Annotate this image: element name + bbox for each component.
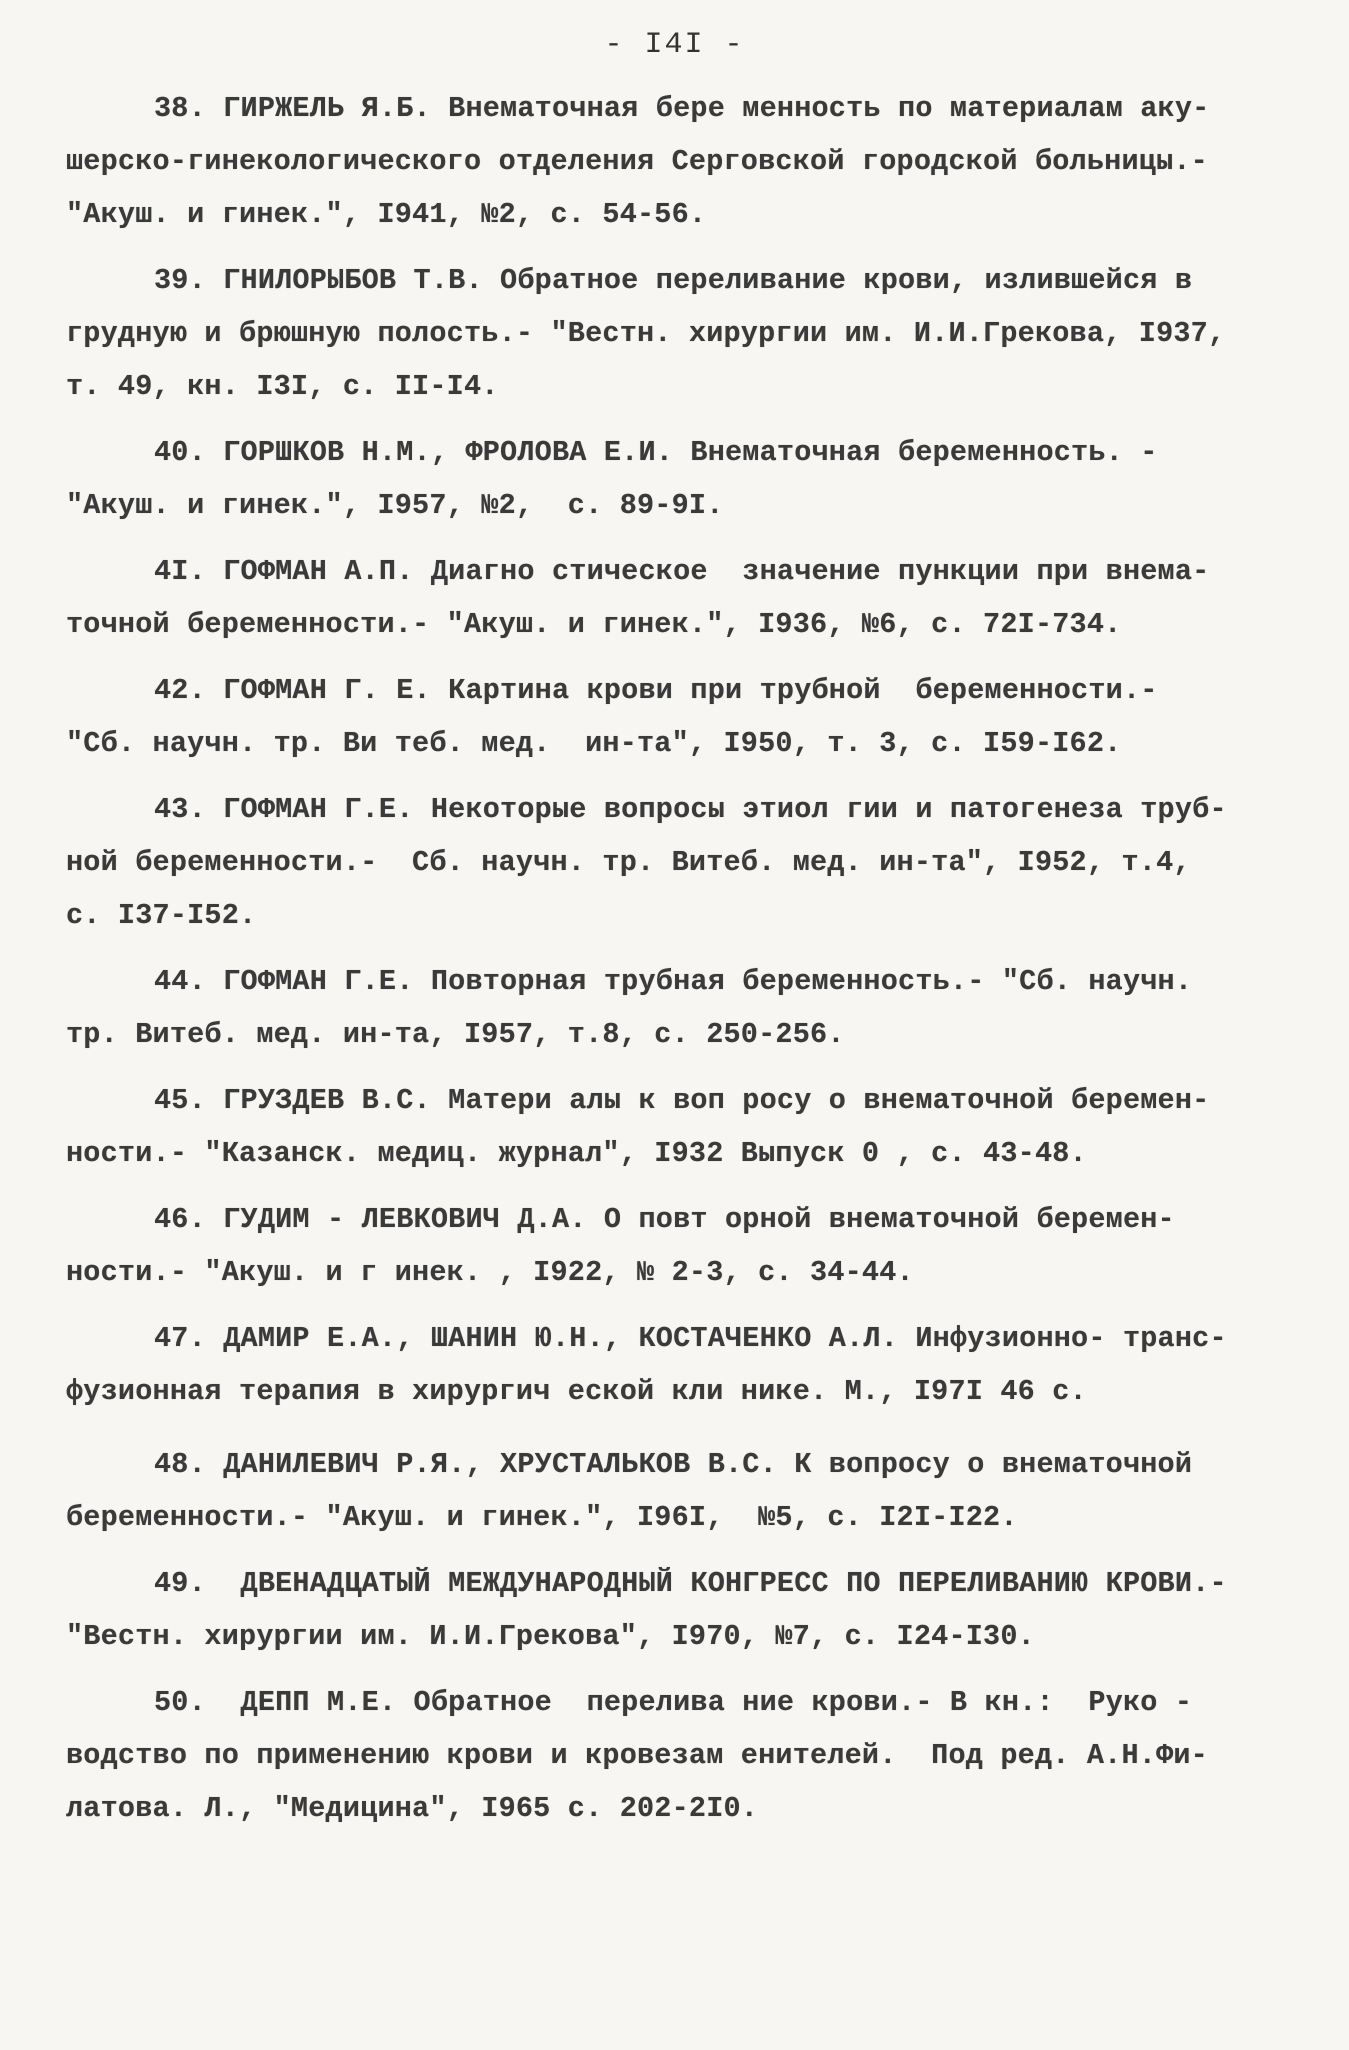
entry-line: т. 49, кн. I3I, с. II-I4. — [66, 370, 499, 403]
entry-line: ности.- "Казанск. медиц. журнал", I932 Выпуск 0 , с. 43-48. — [66, 1137, 1087, 1170]
page-number: - I4I - — [604, 28, 745, 62]
bibliography-entry-48 — [66, 1438, 1288, 1544]
entry-line: с. I37-I52. — [66, 899, 257, 932]
bibliography-entry-47 — [66, 1312, 1288, 1418]
entry-line: 45. ГРУЗДЕВ В.С. Матери алы к воп росу о внематочной беремен- — [154, 1084, 1210, 1117]
entry-line: 47. ДАМИР Е.А., ШАНИН Ю.Н., КОСТАЧЕНКО А.Л. Инфузионно- транс- — [154, 1322, 1227, 1355]
entry-line: фузионная терапия в хирургич еской кли нике. М., I97I 46 с. — [66, 1375, 1087, 1408]
bibliography-entry-46 — [66, 1193, 1288, 1299]
entry-line: ности.- "Акуш. и г инек. , I922, № 2-3, с. 34-44. — [66, 1256, 914, 1289]
entry-line: "Акуш. и гинек.", I957, №2, с. 89-9I. — [66, 489, 724, 522]
entry-line: шерско-гинекологического отделения Серговской городской больницы.- — [66, 145, 1208, 178]
entry-line: беременности.- "Акуш. и гинек.", I96I, №5, с. I2I-I22. — [66, 1501, 1018, 1534]
entry-line: тр. Витеб. мед. ин-та, I957, т.8, с. 250-256. — [66, 1018, 845, 1051]
entry-line: водство по применению крови и кровезам енителей. Под ред. А.Н.Фи- — [66, 1739, 1208, 1772]
entry-line: 39. ГНИЛОРЫБОВ Т.В. Обратное переливание крови, излившейся в — [154, 264, 1193, 297]
entry-line: грудную и брюшную полость.- "Вестн. хирургии им. И.И.Грекова, I937, — [66, 317, 1226, 350]
bibliography-entry-44 — [66, 955, 1288, 1061]
entry-line: 44. ГОФМАН Г.Е. Повторная трубная беременность.- "Сб. научн. — [154, 965, 1193, 998]
bibliography-entry-49 — [66, 1557, 1288, 1663]
entry-line: 46. ГУДИМ - ЛЕВКОВИЧ Д.А. О повт орной внематочной беремен- — [154, 1203, 1175, 1236]
bibliography-entry-40 — [66, 426, 1288, 532]
entry-line: 38. ГИРЖЕЛЬ Я.Б. Внематочная бере менность по материалам аку- — [154, 92, 1210, 125]
entry-line: 42. ГОФМАН Г. Е. Картина крови при трубной беременности.- — [154, 674, 1158, 707]
bibliography-entry-45 — [66, 1074, 1288, 1180]
bibliography-list — [66, 82, 1288, 1848]
bibliography-entry-42 — [66, 664, 1288, 770]
entry-line: 49. ДВЕНАДЦАТЫЙ МЕЖДУНАРОДНЫЙ КОНГРЕСС ПО ПЕРЕЛИВАНИЮ КРОВИ.- — [154, 1567, 1227, 1600]
entry-line: "Вестн. хирургии им. И.И.Грекова", I970, №7, с. I24-I30. — [66, 1620, 1035, 1653]
entry-line: "Акуш. и гинек.", I941, №2, с. 54-56. — [66, 198, 707, 231]
entry-line: 43. ГОФМАН Г.Е. Некоторые вопросы этиол гии и патогенеза труб- — [154, 793, 1227, 826]
entry-line: 40. ГОРШКОВ Н.М., ФРОЛОВА Е.И. Внематочная беременность. - — [154, 436, 1158, 469]
entry-line: 50. ДЕПП М.Е. Обратное перелива ние крови.- В кн.: Руко - — [154, 1686, 1193, 1719]
bibliography-entry-39 — [66, 254, 1288, 413]
bibliography-entry-43 — [66, 783, 1288, 942]
entry-line: 4I. ГОФМАН А.П. Диагно стическое значение пункции при внема- — [154, 555, 1210, 588]
bibliography-entry-38 — [66, 82, 1288, 241]
entry-line: ной беременности.- Сб. научн. тр. Витеб. мед. ин-та", I952, т.4, — [66, 846, 1191, 879]
bibliography-entry-41 — [66, 545, 1288, 651]
bibliography-entry-50 — [66, 1676, 1288, 1835]
entry-line: "Сб. научн. тр. Ви теб. мед. ин-та", I950, т. 3, с. I59-I62. — [66, 727, 1122, 760]
entry-line: точной беременности.- "Акуш. и гинек.", I936, №6, с. 72I-734. — [66, 608, 1122, 641]
entry-line: латова. Л., "Медицина", I965 с. 202-2I0. — [66, 1792, 759, 1825]
entry-line: 48. ДАНИЛЕВИЧ Р.Я., ХРУСТАЛЬКОВ В.С. К вопросу о внематочной — [154, 1448, 1193, 1481]
